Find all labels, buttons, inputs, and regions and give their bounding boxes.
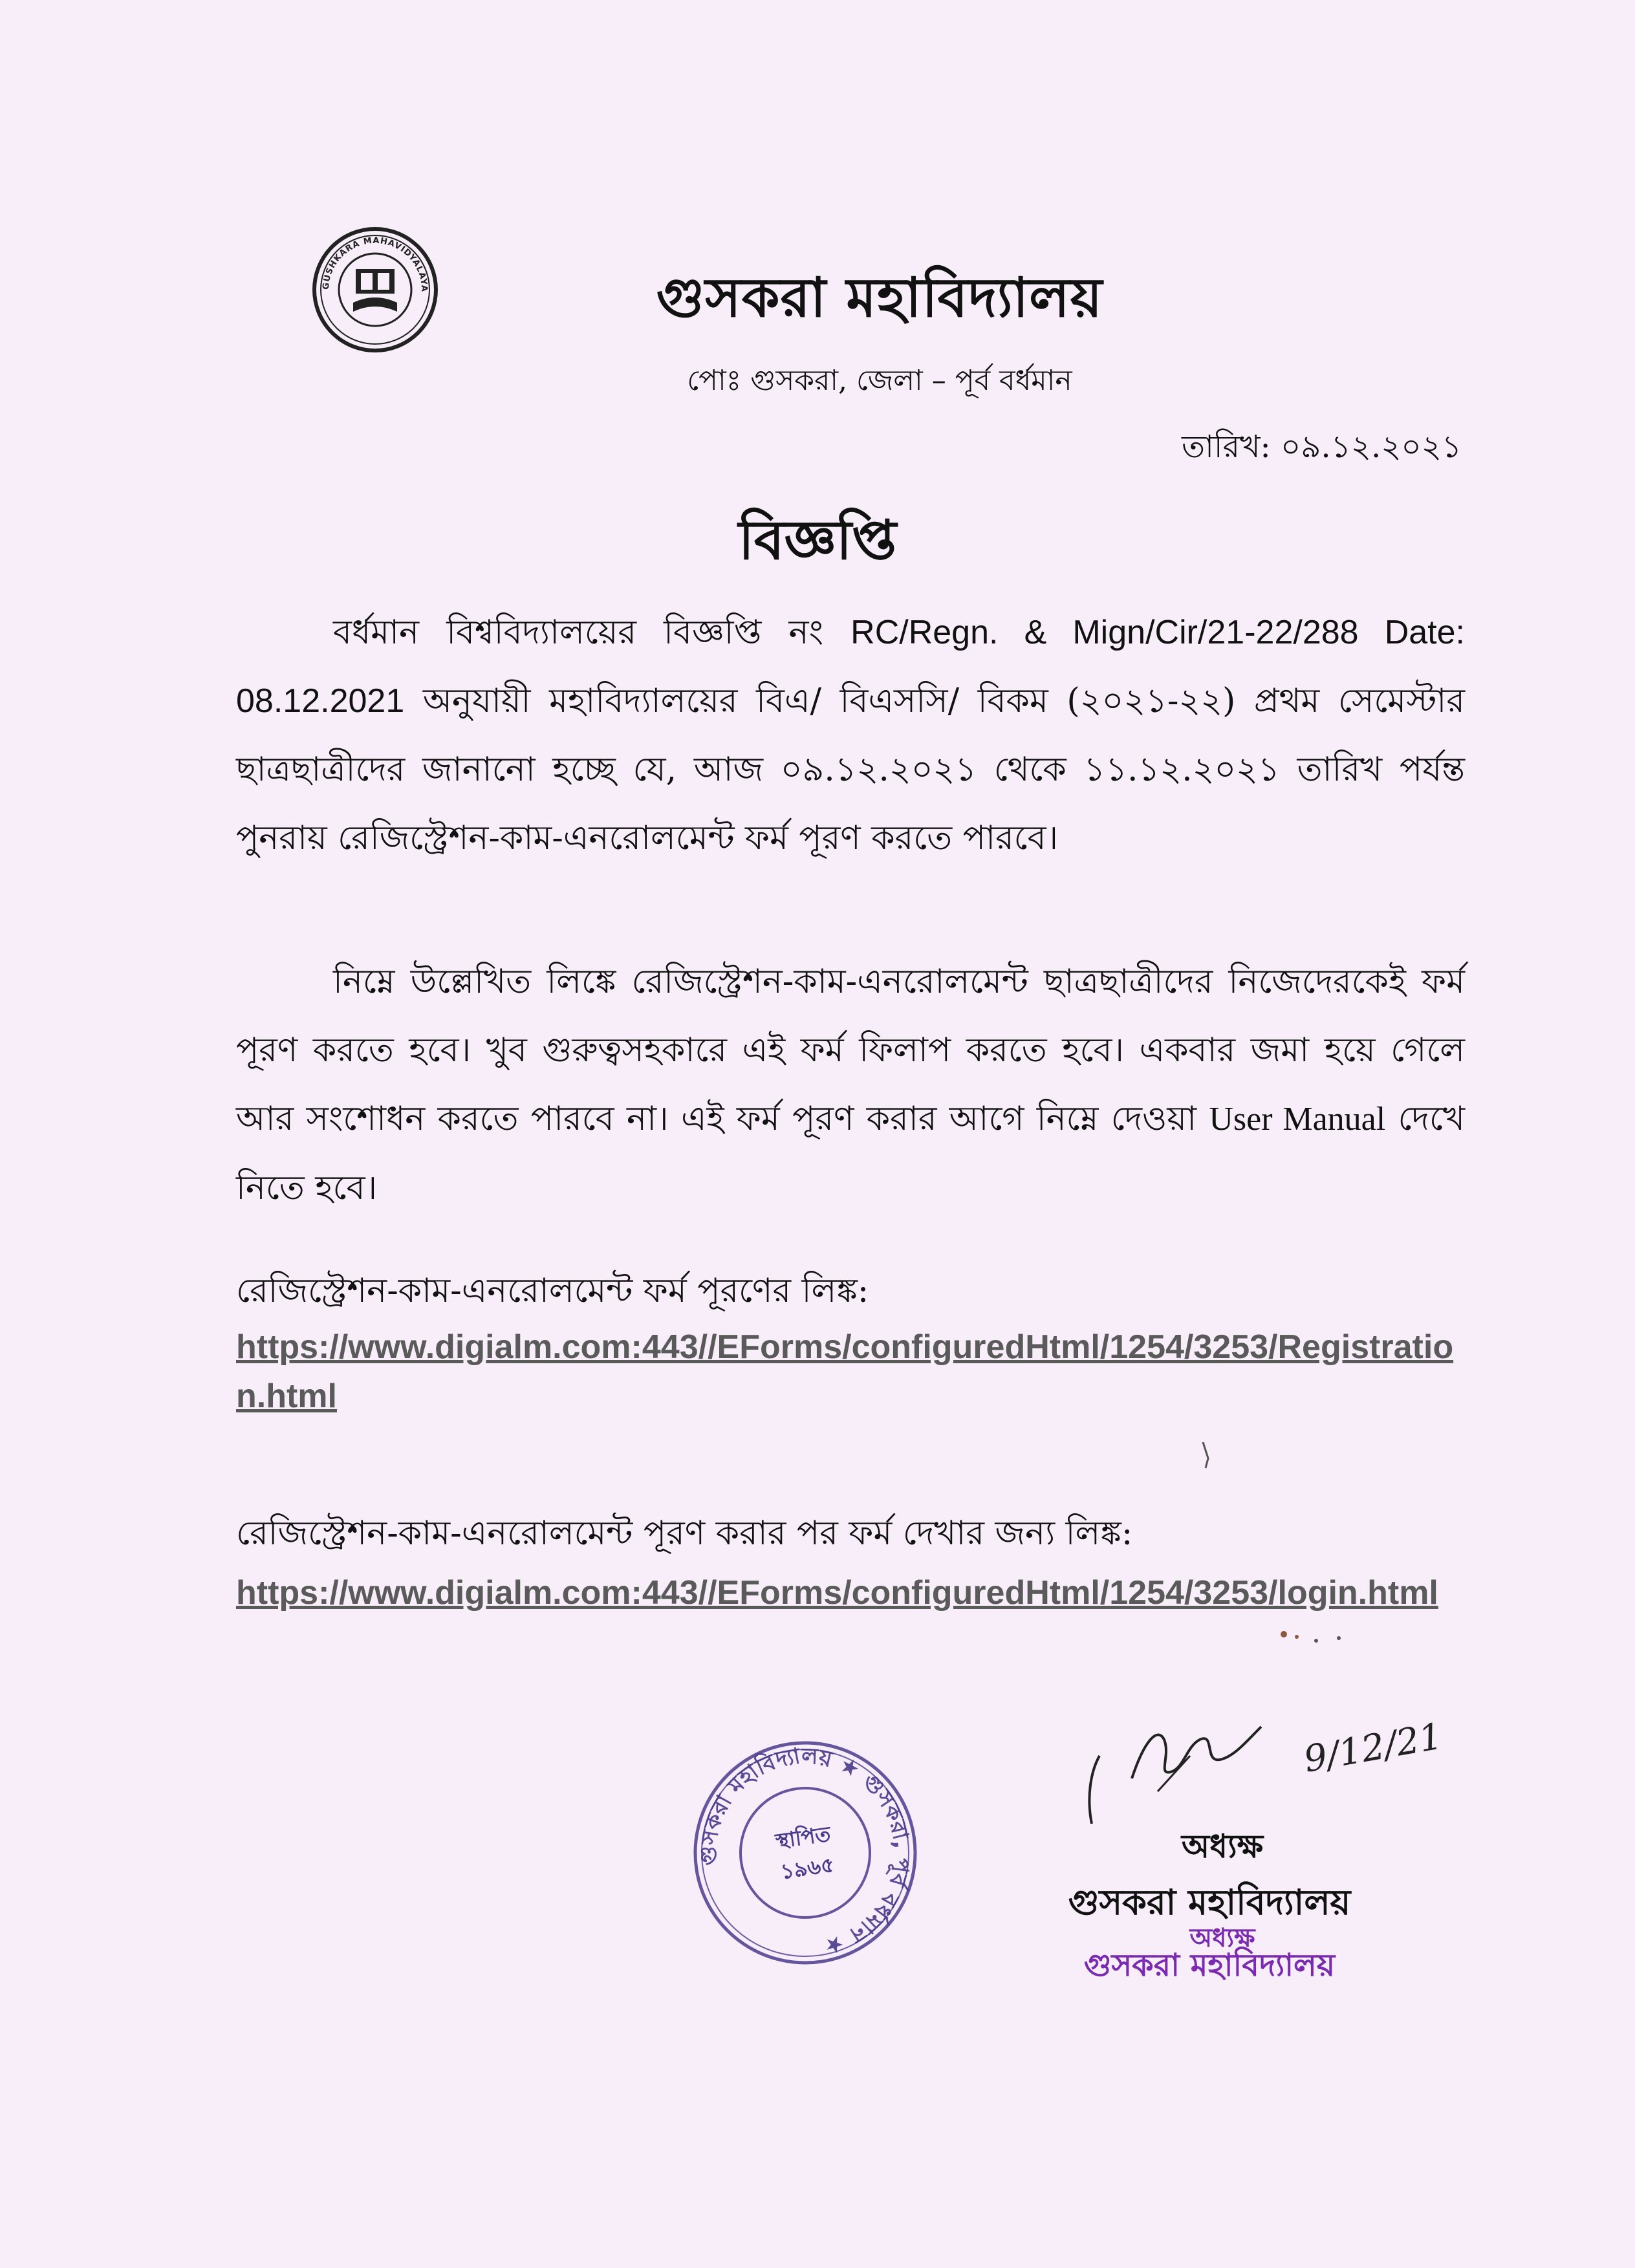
user-manual-text: User Manual bbox=[1209, 1101, 1386, 1138]
scan-specks bbox=[1277, 1626, 1348, 1652]
view-form-link[interactable]: https://www.digialm.com:443//EForms/configuredHtml/1254/3253/login.html bbox=[236, 1574, 1438, 1612]
circular-reference: RC/Regn. & Mign/Cir/21-22/288 Date: 08.12.2021 bbox=[236, 614, 1465, 720]
signature-date: 9/12/21 bbox=[1301, 1715, 1446, 1781]
notice-paragraph-1 bbox=[236, 598, 1465, 872]
stamp-college: গুসকরা মহাবিদ্যালয় bbox=[1083, 1947, 1336, 1983]
seal-established-label: স্থাপিত bbox=[774, 1821, 832, 1853]
seal-year: ১৯৬৫ bbox=[779, 1852, 836, 1885]
signatory-college: গুসকরা মহাবিদ্যালয় bbox=[1068, 1881, 1351, 1923]
college-address: পোঃ গুসকরা, জেলা – পূর্ব বর্ধমান bbox=[687, 364, 1072, 397]
view-form-link-label: রেজিস্ট্রেশন-কাম-এনরোলমেন্ট পূরণ করার পর ফর্ম দেখার জন্য লিঙ্ক: bbox=[236, 1514, 1133, 1553]
svg-text:গুসকরা মহাবিদ্যালয় ★ গুসকরা, bbox=[686, 1733, 925, 1972]
logo-ring-text: GUSHKARA MAHAVIDYALAYA bbox=[321, 235, 429, 292]
college-logo bbox=[310, 225, 440, 354]
stamp-title: অধ্যক্ষ bbox=[1189, 1923, 1255, 1953]
notice-paragraph-2 bbox=[236, 947, 1465, 1222]
paragraph-2-text-a: নিম্নে উল্লেখিত লিঙ্কে রেজিস্ট্রেশন-কাম-এনরোলমেন্ট ছাত্রছাত্রীদের নিজেদেরকেই ফর্ম পূরণ করতে হবে। খুব গুরুত্বসহকারে এই ফর্ম ফিলাপ করতে হবে। একবার জমা হয়ে গেলে আর সংশোধন করতে পারবে না। এই ফর্ম পূরণ করার আগে নিম্নে দেওয়া bbox=[236, 962, 1465, 1138]
paragraph-1-text-a: বর্ধমান বিশ্ববিদ্যালয়ের বিজ্ঞপ্তি নং bbox=[333, 613, 851, 652]
college-seal bbox=[686, 1733, 925, 1972]
registration-link[interactable]: https://www.digialm.com:443//EForms/configuredHtml/1254/3253/Registration.html bbox=[236, 1328, 1454, 1415]
paragraph-1-text-b: অনুযায়ী মহাবিদ্যালয়ের বিএ/ বিএসসি/ বিকম (২০২১-২২) প্রথম সেমেস্টার ছাত্রছাত্রীদের জানানো হচ্ছে যে, আজ ০৯.১২.২০২১ থেকে ১১.১২.২০২১ তারিখ পর্যন্ত পুনরায় রেজিস্ট্রেশন-কাম-এনরোলমেন্ট ফর্ম পূরণ করতে পারবে। bbox=[236, 682, 1465, 858]
seal-ring-text: গুসকরা মহাবিদ্যালয় ★ গুসকরা, পূর্ব বর্ধমান ★ bbox=[695, 1743, 915, 1960]
principal-signature bbox=[1061, 1694, 1462, 1837]
scan-mark bbox=[1196, 1439, 1222, 1471]
signatory-title: অধ্যক্ষ bbox=[1181, 1827, 1264, 1865]
notice-title: বিজ্ঞপ্তি bbox=[738, 508, 897, 572]
registration-link-label: রেজিস্ট্রেশন-কাম-এনরোলমেন্ট ফর্ম পূরণের লিঙ্ক: bbox=[236, 1271, 869, 1310]
notice-date: তারিখ: ০৯.১২.২০২১ bbox=[1181, 429, 1462, 465]
college-name: গুসকরা মহাবিদ্যালয় bbox=[656, 265, 1103, 329]
paragraph-2-text-b: দেখে নিতে হবে। bbox=[236, 1099, 1466, 1207]
